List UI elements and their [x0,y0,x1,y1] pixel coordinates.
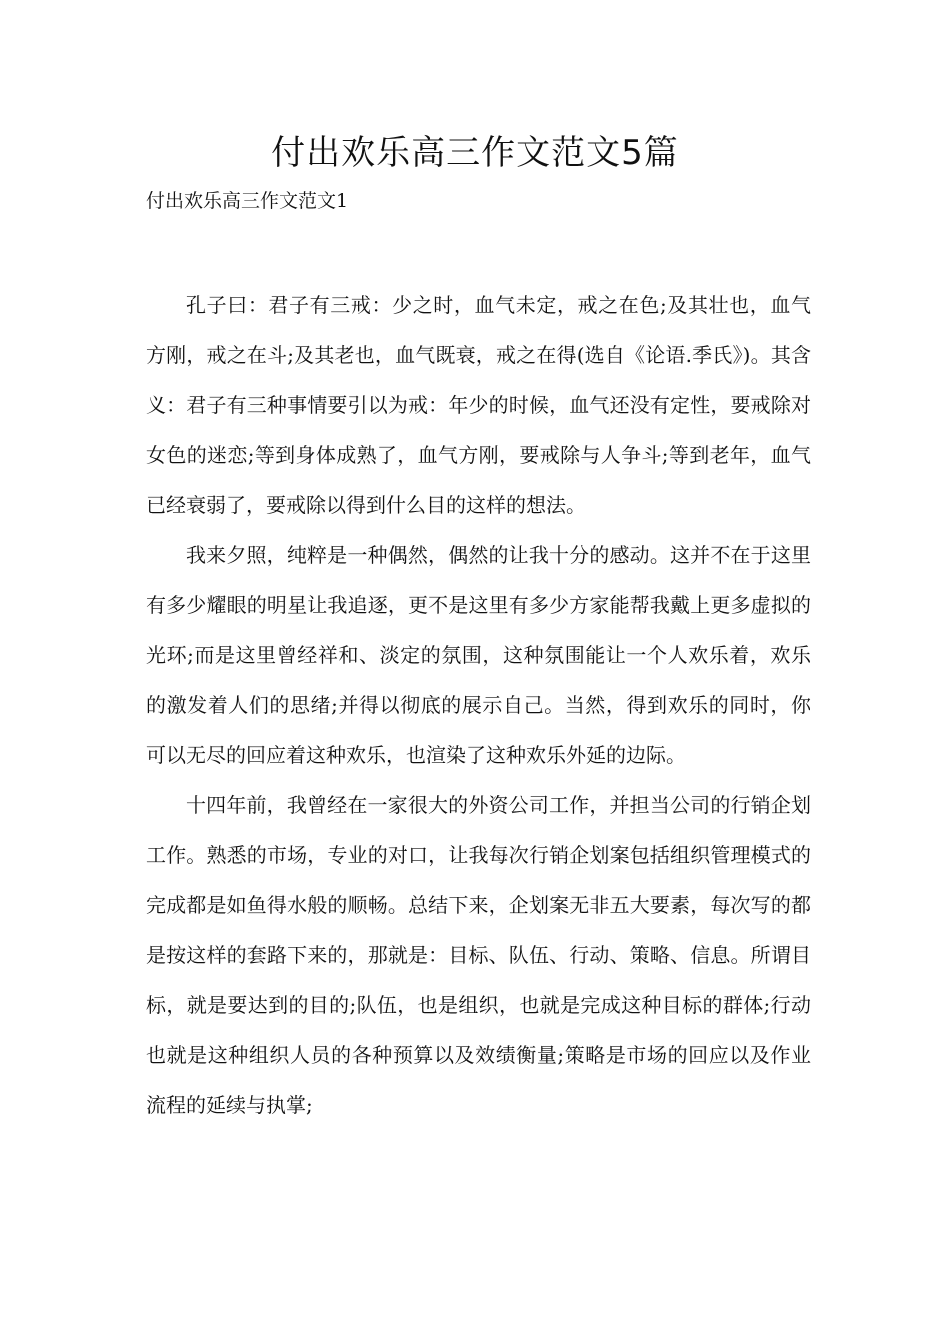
paragraph-3: 十四年前，我曾经在一家很大的外资公司工作，并担当公司的行销企划工作。熟悉的市场，专业的对口，让我每次行销企划案包括组织管理模式的完成都是如鱼得水般的顺畅。总结下来，企划案无非五大要素，每次写的都是按这样的套路下来的，那就是：目标、队伍、行动、策略、信息。所谓目标，就是要达到的目的;队伍，也是组织，也就是完成这种目标的群体;行动也就是这种组织人员的各种预算以及效绩衡量;策略是市场的回应以及作业流程的延续与执掌; [146,793,811,1117]
document-body [146,280,811,1130]
paragraph-1: 孔子曰：君子有三戒：少之时，血气未定，戒之在色;及其壮也，血气方刚，戒之在斗;及其老也，血气既衰，戒之在得(选自《论语.季氏》)。其含义：君子有三种事情要引以为戒：年少的时候，血气还没有定性，要戒除对女色的迷恋;等到身体成熟了，血气方刚，要戒除与人争斗;等到老年，血气已经衰弱了，要戒除以得到什么目的这样的想法。 [146,293,811,517]
paragraph-2: 我来夕照，纯粹是一种偶然，偶然的让我十分的感动。这并不在于这里有多少耀眼的明星让我追逐，更不是这里有多少方家能帮我戴上更多虚拟的光环;而是这里曾经祥和、淡定的氛围，这种氛围能让一个人欢乐着，欢乐的激发着人们的思绪;并得以彻底的展示自己。当然，得到欢乐的同时，你可以无尽的回应着这种欢乐，也渲染了这种欢乐外延的边际。 [146,543,811,767]
document-title: 付出欢乐高三作文范文5篇 [271,133,679,173]
document-subtitle: 付出欢乐高三作文范文1 [146,190,349,212]
